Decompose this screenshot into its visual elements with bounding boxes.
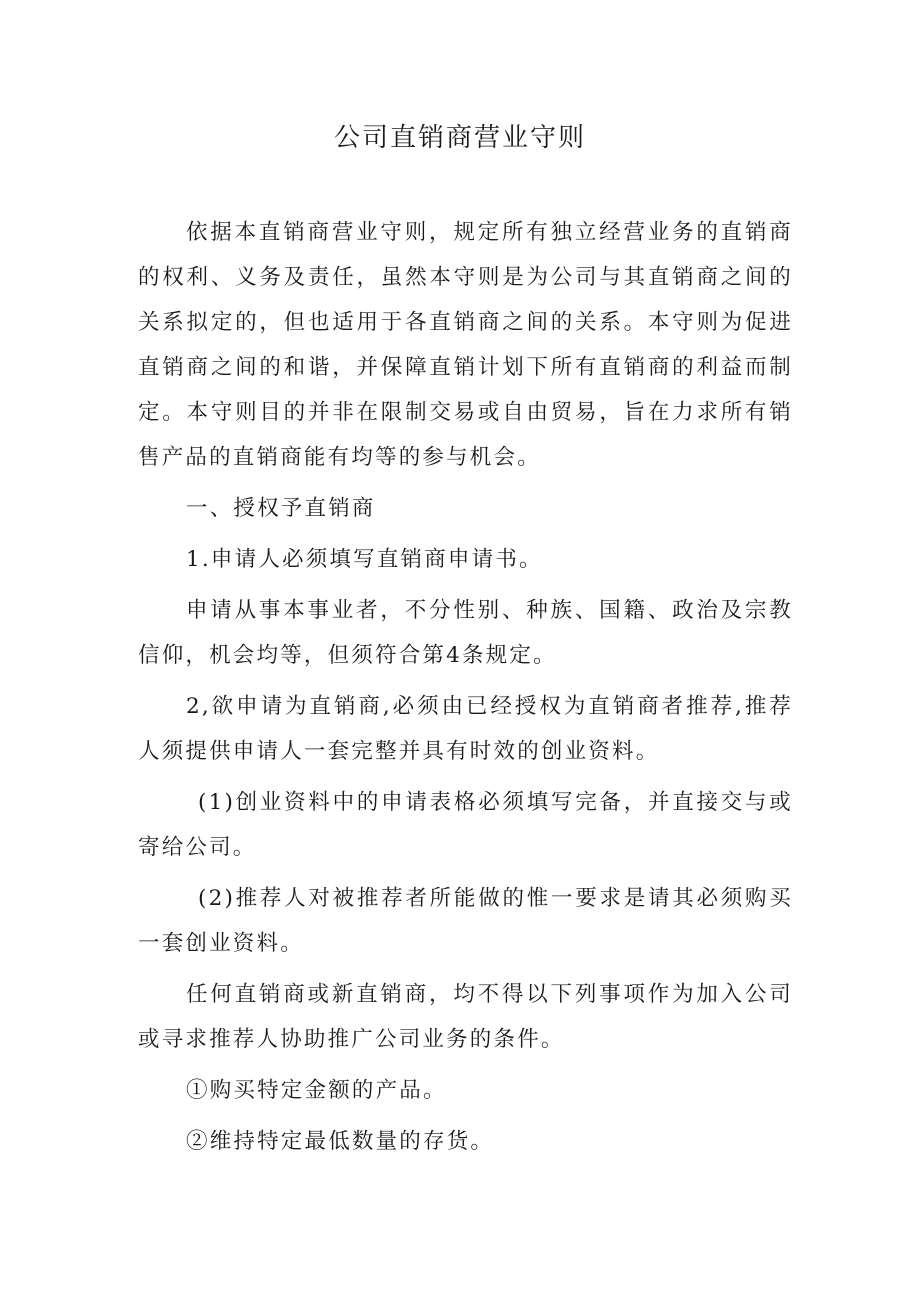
list-item-condition-2: ②维持特定最低数量的存货。 [186, 1129, 495, 1154]
paragraph-intro: 依据本直销商营业守则，规定所有独立经营业务的直销商的权利、义务及责任，虽然本守则是为公司与其直销商之间的关系拟定的，但也适用于各直销商之间的关系。本守则为促进直销商之间的和谐，并保障直销计划下所有直销商的利益而制定。本守则目的并非在限制交易或自由贸易，旨在力求所有销售产品的直销商能有均等的参与机会。 [138, 220, 793, 470]
document-title: 公司直销商营业守则 [333, 123, 586, 153]
paragraph-equal-opportunity: 申请从事本事业者，不分性别、种族、国籍、政治及宗教信仰，机会均等，但须符合第4条规定。 [138, 598, 793, 668]
section-heading-authorization: 一、授权予直销商 [186, 496, 376, 521]
clause-1: 1.申请人必须填写直销商申请书。 [186, 547, 543, 572]
document-body [138, 210, 793, 1164]
list-item-condition-1: ①购买特定金额的产品。 [186, 1078, 447, 1103]
sub-clause-2: (2)推荐人对被推荐者所能做的惟一要求是请其必须购买一套创业资料。 [138, 886, 793, 956]
clause-2: 2,欲申请为直销商,必须由已经授权为直销商者推荐,推荐人须提供申请人一套完整并具有时效的创业资料。 [138, 694, 793, 764]
paragraph-conditions: 任何直销商或新直销商，均不得以下列事项作为加入公司或寻求推荐人协助推广公司业务的条件。 [138, 982, 793, 1052]
sub-clause-1: (1)创业资料中的申请表格必须填写完备，并直接交与或寄给公司。 [138, 790, 793, 860]
